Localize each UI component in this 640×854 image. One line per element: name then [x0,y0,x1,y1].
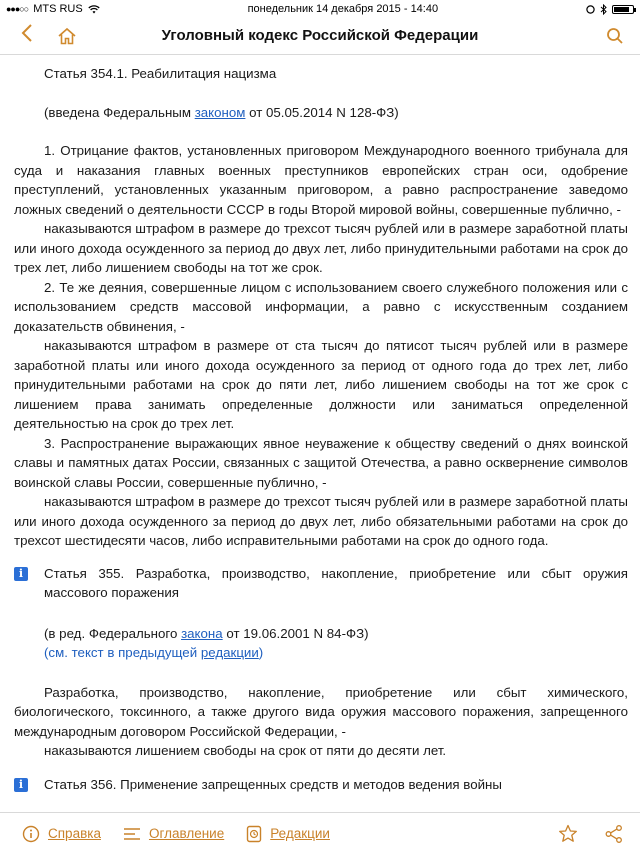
help-label: Справка [48,826,101,841]
share-icon[interactable] [604,824,624,844]
article-356-heading[interactable] [14,775,628,795]
info-icon[interactable]: i [14,778,28,792]
editions-label: Редакции [270,826,330,841]
location-icon [586,5,595,14]
article-355-title: Статья 355. Разработка, производство, накопление, приобретение или сбыт оружия массового поражения [44,565,628,600]
previous-edition-link[interactable]: редакции [200,645,259,660]
help-button[interactable] [22,825,101,843]
back-chevron-icon[interactable] [14,21,40,45]
info-icon[interactable]: i [14,567,28,581]
nav-bar [0,18,640,55]
paragraph: наказываются штрафом в размере до трехсот тысяч рублей или в размере заработной платы или иного дохода осужденного за период до двух лет, либо принудительными работами на срок до трех лет, либо лишением свободы на тот же срок. [14,221,628,275]
status-datetime: понедельник 14 декабря 2015 - 14:40 [247,3,439,15]
intro-text-end: от 05.05.2014 N 128-ФЗ) [245,104,399,120]
battery-icon [612,5,634,14]
toc-button[interactable] [123,826,224,841]
edition-text: (в ред. Федерального [44,625,182,641]
previous-edition-text: (см. текст в предыдущей [44,645,201,660]
edition-text-end: от 19.06.2001 N 84-ФЗ) [222,625,369,641]
paragraph: 1. Отрицание фактов, установленных приговором Международного военного трибунала для суда и наказания главных военных преступников европейских стран оси, одобрение преступлений, установленных указанным приговором, а равно распространение заведомо ложных сведений о деятельности СССР в годы Второй мировой войны, совершенные публично, - [14,143,628,217]
article-355-edition [14,624,628,644]
info-circle-icon [22,825,40,843]
paragraph: наказываются штрафом в размере от ста тысяч до пятисот тысяч рублей или в размере заработной платы или иного дохода осужденного за период от одного года до трех лет, либо принудительными работами на срок до пяти лет, либо лишением свободы на тот же срок с лишением права занимать определенные должности или заниматься определенной деятельностью на срок до трех лет. [14,338,628,431]
bottom-toolbar [0,812,640,854]
carrier-label: MTS RUS [33,3,83,15]
bluetooth-icon [600,4,607,15]
document-content [0,55,640,813]
search-icon[interactable] [602,24,628,48]
previous-edition-text-end: ) [258,645,264,660]
star-icon[interactable] [558,824,578,843]
previous-edition-note [14,643,628,663]
paragraph: Разработка, производство, накопление, приобретение или сбыт химического, биологического, токсинного, а также другого вида оружия массового поражения, запрещенного международным договором Российской Федерации, - [14,684,628,739]
page-title: Уголовный кодекс Российской Федерации [161,27,479,44]
article-356-title: Статья 356. Применение запрещенных средств и методов ведения войны [44,776,502,792]
paragraph: 2. Те же деяния, совершенные лицом с использованием своего служебного положения или с использованием средств массовой информации, а равно с искусственным созданием доказательств обвинения, - [14,279,628,334]
signal-icon: ●●●○○ [6,4,29,14]
status-bar [0,0,640,18]
article-355-heading[interactable] [14,564,628,603]
toc-label: Оглавление [148,826,225,841]
editions-icon [246,825,262,843]
wifi-icon [88,5,100,14]
law-link[interactable]: законом [194,104,246,120]
paragraph: наказываются лишением свободы на срок от пяти до десяти лет. [44,743,447,758]
editions-button[interactable] [246,825,330,843]
home-icon[interactable] [54,24,80,48]
intro-text: (введена Федеральным [44,104,195,120]
paragraph: 3. Распространение выражающих явное неуважение к обществу сведений о днях воинской славы и памятных датах России, связанных с защитой Отечества, а равно осквернение символов воинской славы России, совершенные публично, - [14,435,628,490]
article-354-1-intro [14,103,628,123]
list-icon [123,827,141,841]
article-354-1-title: Статья 354.1. Реабилитация нацизма [44,66,277,81]
paragraph: наказываются штрафом в размере до трехсот тысяч рублей или в размере заработной платы или иного дохода осужденного за период до двух лет, либо обязательными работами на срок до трехсот шестидесяти часов, либо исправительными работами на срок до одного года. [14,494,628,548]
law-link[interactable]: закона [181,625,223,641]
